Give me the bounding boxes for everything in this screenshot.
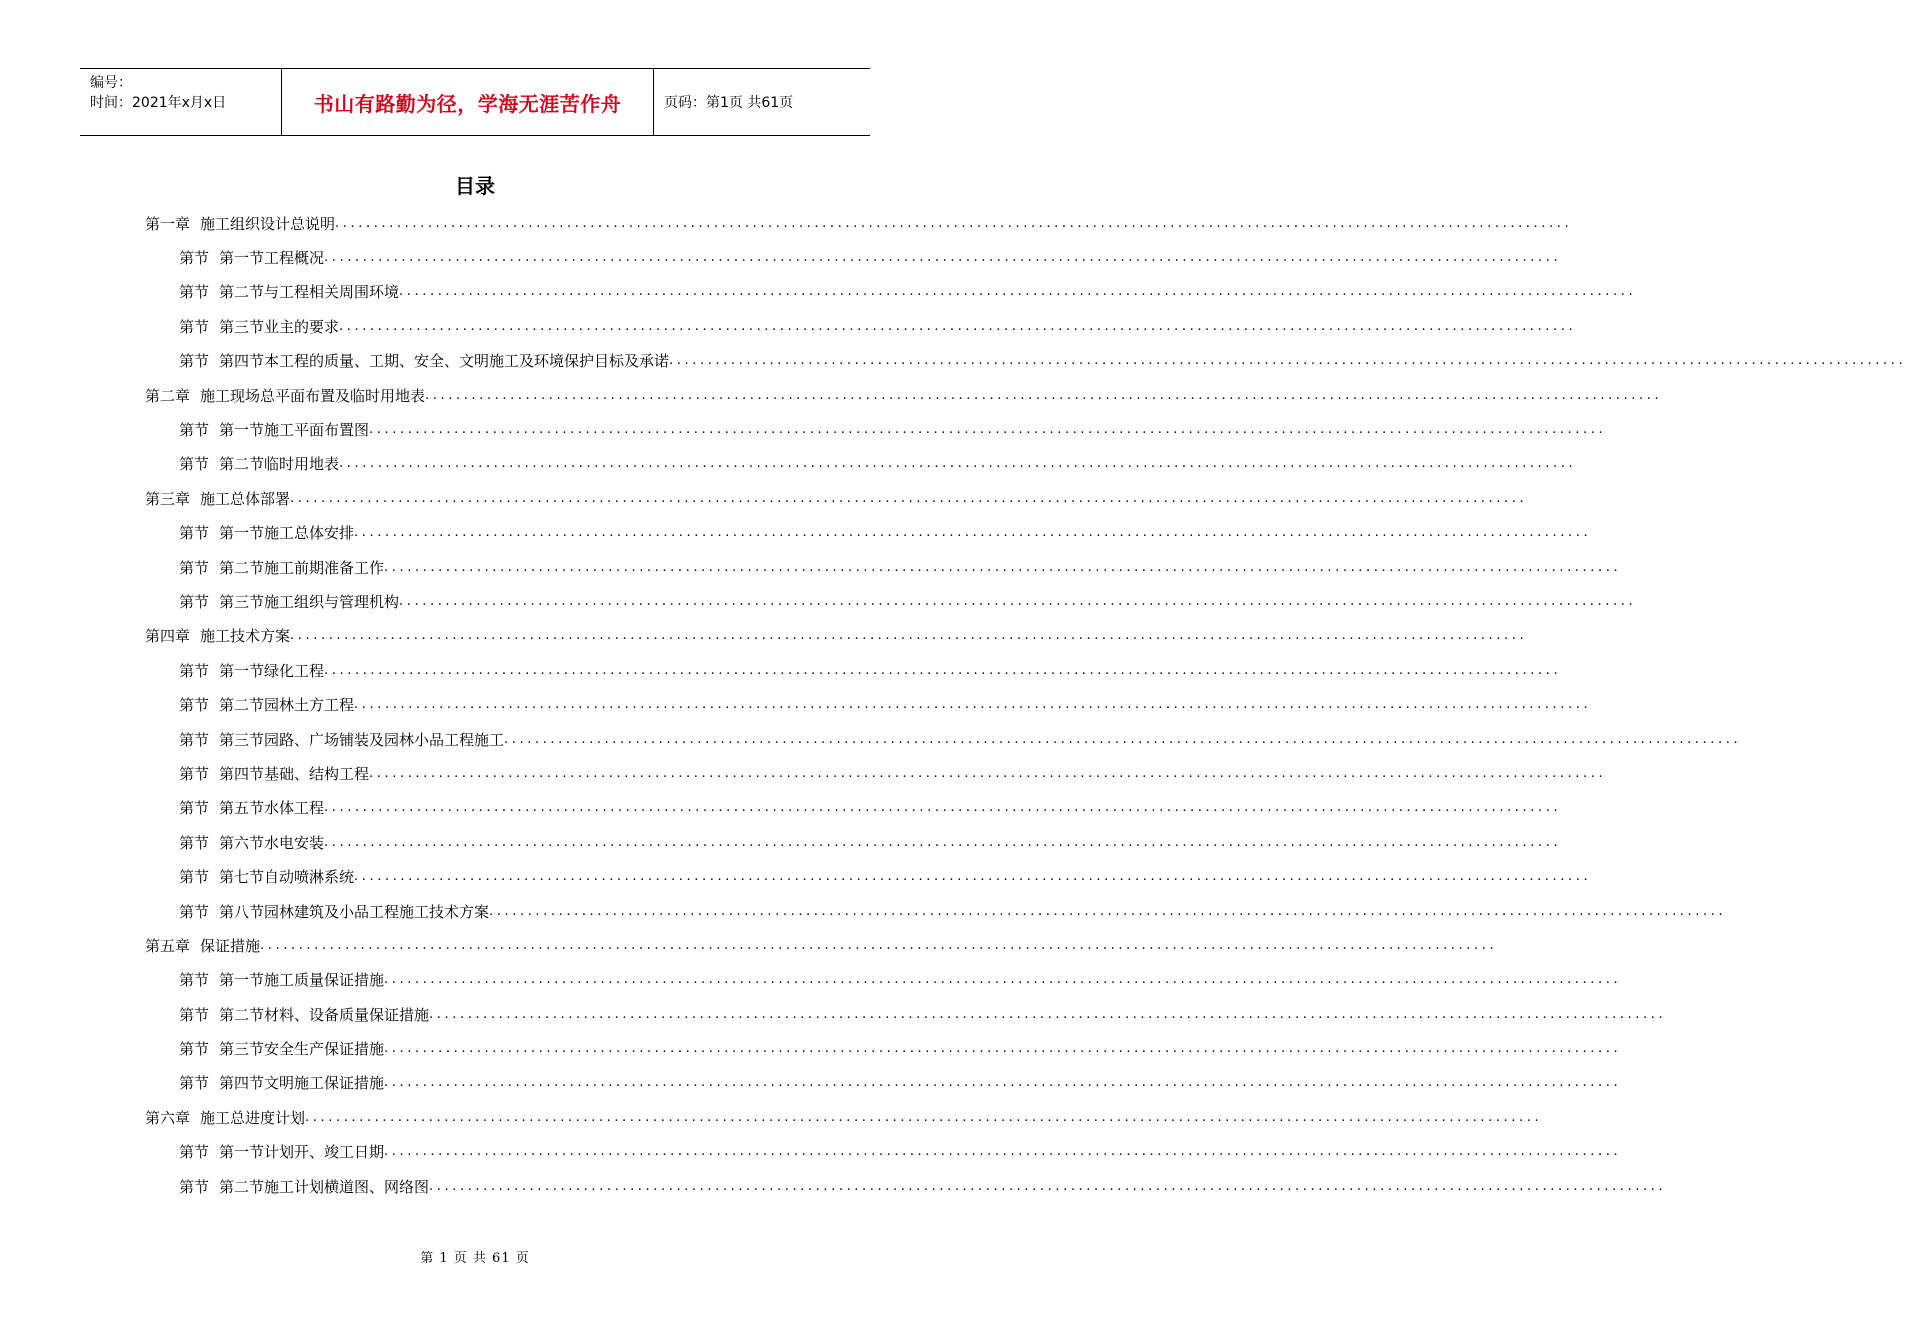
toc-section-entry[interactable] [145, 1169, 1667, 1203]
toc-entry-label [145, 1107, 305, 1128]
toc-entry-label [179, 660, 324, 681]
number-label: 编号： [90, 75, 132, 91]
toc-leader-dots: ................................................................................................................................................................ [504, 731, 1742, 747]
toc-leader-dots: ................................................................................................................................................................ [290, 628, 1528, 644]
toc-section-entry[interactable] [145, 894, 1727, 928]
toc-leader-dots: ................................................................................................................................................................ [354, 869, 1592, 885]
toc-entry-prefix: 第节 [179, 558, 210, 577]
toc-leader-dots: ................................................................................................................................................................ [384, 559, 1622, 575]
toc-section-entry[interactable] [145, 791, 1562, 825]
toc-entry-text: 第三节安全生产保证措施 [219, 1040, 385, 1059]
toc-entry-label [145, 935, 260, 956]
toc-entry-prefix: 第节 [179, 1074, 210, 1093]
time-label: 时间：2021年x月x日 [90, 95, 227, 111]
toc-section-entry[interactable] [145, 344, 1906, 378]
toc-entry-text: 第一节施工质量保证措施 [219, 971, 385, 990]
toc-entry-label [145, 385, 425, 406]
toc-entry-label [179, 557, 384, 578]
toc-entry-text: 第二节施工计划横道图、网络图 [219, 1177, 430, 1196]
toc-leader-dots: ................................................................................................................................................................ [369, 765, 1607, 781]
toc-entry-text: 第三节园路、广场铺装及园林小品工程施工 [219, 730, 505, 749]
toc-entry-prefix: 第节 [179, 868, 210, 887]
toc-section-entry[interactable] [145, 1031, 1622, 1065]
toc-entry-label [179, 1038, 384, 1059]
toc-entry-label [179, 1176, 429, 1197]
page-info: 页码：第1页 共61页 [664, 95, 794, 111]
toc-leader-dots: ................................................................................................................................................................ [324, 662, 1562, 678]
header-motto-cell [282, 69, 654, 135]
toc-entry-text: 保证措施 [200, 936, 261, 955]
toc-entry-prefix: 第节 [179, 455, 210, 474]
toc-entry-prefix: 第一章 [145, 214, 191, 233]
toc-entry-prefix: 第节 [179, 764, 210, 783]
toc-section-entry[interactable] [145, 859, 1592, 893]
toc-entry-label [179, 763, 369, 784]
toc-entry-label [179, 729, 504, 750]
toc-leader-dots: ................................................................................................................................................................ [429, 1178, 1667, 1194]
toc-leader-dots: ................................................................................................................................................................ [324, 834, 1562, 850]
toc-entry-prefix: 第六章 [145, 1108, 191, 1127]
toc-entry-label [179, 316, 339, 337]
toc-chapter-entry[interactable] [145, 378, 1663, 412]
toc-entry-label [145, 213, 335, 234]
toc-leader-dots: ................................................................................................................................................................ [324, 800, 1562, 816]
toc-section-entry[interactable] [145, 550, 1622, 584]
toc-entry-prefix: 第节 [179, 421, 210, 440]
toc-entry-prefix: 第节 [179, 524, 210, 543]
toc-section-entry[interactable] [145, 997, 1667, 1031]
toc-entry-prefix: 第节 [179, 799, 210, 818]
toc-entry-prefix: 第节 [179, 696, 210, 715]
motto-text: 书山有路勤为径，学海无涯苦作舟 [313, 91, 622, 116]
toc-entry-text: 第一节计划开、竣工日期 [219, 1143, 385, 1162]
toc-entry-label [179, 1004, 429, 1025]
toc-leader-dots: ................................................................................................................................................................ [260, 937, 1498, 953]
toc-section-entry[interactable] [145, 653, 1562, 687]
toc-chapter-entry[interactable] [145, 619, 1528, 653]
toc-entry-prefix: 第节 [179, 1040, 210, 1059]
toc-section-entry[interactable] [145, 516, 1592, 550]
toc-leader-dots: ................................................................................................................................................................ [324, 250, 1562, 266]
toc-entry-label [179, 832, 324, 853]
page-footer: 第 1 页 共 61 页 [420, 1251, 530, 1266]
toc-section-entry[interactable] [145, 722, 1742, 756]
toc-entry-label [179, 866, 354, 887]
toc-entry-label [179, 797, 324, 818]
toc-entry-text: 第二节临时用地表 [219, 455, 340, 474]
toc-chapter-entry[interactable] [145, 1100, 1543, 1134]
toc-entry-label [145, 625, 290, 646]
toc-leader-dots: ................................................................................................................................................................ [384, 972, 1622, 988]
toc-entry-text: 第四节基础、结构工程 [219, 764, 370, 783]
toc-entry-prefix: 第节 [179, 730, 210, 749]
toc-section-entry[interactable] [145, 584, 1637, 618]
toc-entry-text: 第七节自动喷淋系统 [219, 868, 355, 887]
toc-entry-prefix: 第节 [179, 902, 210, 921]
toc-entry-prefix: 第四章 [145, 627, 191, 646]
toc-entry-text: 施工技术方案 [200, 627, 291, 646]
toc-entry-label [179, 350, 669, 371]
toc-entry-label [179, 522, 354, 543]
toc-section-entry[interactable] [145, 412, 1607, 446]
toc-section-entry[interactable] [145, 1135, 1622, 1169]
toc-section-entry[interactable] [145, 825, 1562, 859]
header-table [80, 68, 870, 136]
toc-entry-text: 施工总进度计划 [200, 1108, 306, 1127]
toc-entry-label [179, 453, 339, 474]
toc-entry-prefix: 第节 [179, 317, 210, 336]
toc-leader-dots: ................................................................................................................................................................ [384, 1144, 1622, 1160]
toc-leader-dots: ................................................................................................................................................................ [354, 697, 1592, 713]
toc-entry-text: 第一节绿化工程 [219, 661, 325, 680]
toc-entry-text: 施工总体部署 [200, 489, 291, 508]
toc-chapter-entry[interactable] [145, 928, 1498, 962]
toc-entry-prefix: 第三章 [145, 489, 191, 508]
toc-section-entry[interactable] [145, 275, 1637, 309]
toc-section-entry[interactable] [145, 447, 1577, 481]
toc-entry-text: 第一节施工总体安排 [219, 524, 355, 543]
toc-entry-text: 第二节园林土方工程 [219, 696, 355, 715]
toc-entry-text: 施工组织设计总说明 [200, 214, 336, 233]
toc-leader-dots: ................................................................................................................................................................ [399, 593, 1637, 609]
header-page-cell [654, 69, 870, 135]
toc-leader-dots: ................................................................................................................................................................ [425, 387, 1663, 403]
page-title: 目录 [455, 174, 495, 198]
toc-entry-text: 第三节施工组织与管理机构 [219, 592, 400, 611]
toc-section-entry[interactable] [145, 687, 1592, 721]
toc-entry-prefix: 第节 [179, 971, 210, 990]
toc-section-entry[interactable] [145, 1066, 1622, 1100]
toc-entry-prefix: 第节 [179, 249, 210, 268]
toc-leader-dots: ................................................................................................................................................................ [669, 353, 1906, 369]
toc-chapter-entry[interactable] [145, 206, 1573, 240]
toc-leader-dots: ................................................................................................................................................................ [305, 1109, 1543, 1125]
toc-entry-text: 第六节水电安装 [219, 833, 325, 852]
toc-entry-text: 第四节本工程的质量、工期、安全、文明施工及环境保护目标及承诺 [219, 352, 670, 371]
toc-section-entry[interactable] [145, 240, 1562, 274]
toc-leader-dots: ................................................................................................................................................................ [429, 1006, 1667, 1022]
header-meta-cell [80, 69, 282, 135]
toc-chapter-entry[interactable] [145, 481, 1528, 515]
toc-entry-prefix: 第节 [179, 1143, 210, 1162]
toc-entry-text: 第二节材料、设备质量保证措施 [219, 1005, 430, 1024]
toc-entry-prefix: 第节 [179, 1177, 210, 1196]
toc-leader-dots: ................................................................................................................................................................ [335, 215, 1573, 231]
toc-leader-dots: ................................................................................................................................................................ [489, 903, 1727, 919]
toc-entry-label [179, 1141, 384, 1162]
toc-entry-text: 第二节施工前期准备工作 [219, 558, 385, 577]
toc-entry-text: 第三节业主的要求 [219, 317, 340, 336]
toc-entry-text: 第二节与工程相关周围环境 [219, 283, 400, 302]
toc-leader-dots: ................................................................................................................................................................ [384, 1075, 1622, 1091]
toc-section-entry[interactable] [145, 756, 1607, 790]
toc-entry-text: 第一节工程概况 [219, 249, 325, 268]
toc-entry-label [179, 969, 384, 990]
toc-leader-dots: ................................................................................................................................................................ [384, 1041, 1622, 1057]
toc-leader-dots: ................................................................................................................................................................ [339, 318, 1577, 334]
toc-entry-prefix: 第节 [179, 1005, 210, 1024]
toc-entry-text: 施工现场总平面布置及临时用地表 [200, 386, 426, 405]
toc-entry-label [179, 281, 399, 302]
toc-entry-text: 第八节园林建筑及小品工程施工技术方案 [219, 902, 490, 921]
toc-section-entry[interactable] [145, 963, 1622, 997]
toc-entry-prefix: 第节 [179, 283, 210, 302]
toc-leader-dots: ................................................................................................................................................................ [354, 525, 1592, 541]
toc-entry-text: 第四节文明施工保证措施 [219, 1074, 385, 1093]
toc-entry-label [179, 419, 369, 440]
toc-entry-prefix: 第节 [179, 352, 210, 371]
toc-entry-prefix: 第二章 [145, 386, 191, 405]
toc-entry-prefix: 第节 [179, 592, 210, 611]
toc-entry-prefix: 第节 [179, 833, 210, 852]
toc-leader-dots: ................................................................................................................................................................ [369, 422, 1607, 438]
toc-leader-dots: ................................................................................................................................................................ [339, 456, 1577, 472]
toc-entry-label [179, 591, 399, 612]
toc-entry-label [145, 488, 290, 509]
toc-leader-dots: ................................................................................................................................................................ [399, 284, 1637, 300]
toc-leader-dots: ................................................................................................................................................................ [290, 490, 1528, 506]
toc-section-entry[interactable] [145, 309, 1577, 343]
toc-entry-label [179, 901, 489, 922]
toc-entry-label [179, 1072, 384, 1093]
toc-entry-text: 第五节水体工程 [219, 799, 325, 818]
toc-entry-text: 第一节施工平面布置图 [219, 421, 370, 440]
toc-entry-prefix: 第五章 [145, 936, 191, 955]
table-of-contents [145, 206, 1906, 1203]
toc-entry-prefix: 第节 [179, 661, 210, 680]
toc-entry-label [179, 694, 354, 715]
toc-entry-label [179, 247, 324, 268]
